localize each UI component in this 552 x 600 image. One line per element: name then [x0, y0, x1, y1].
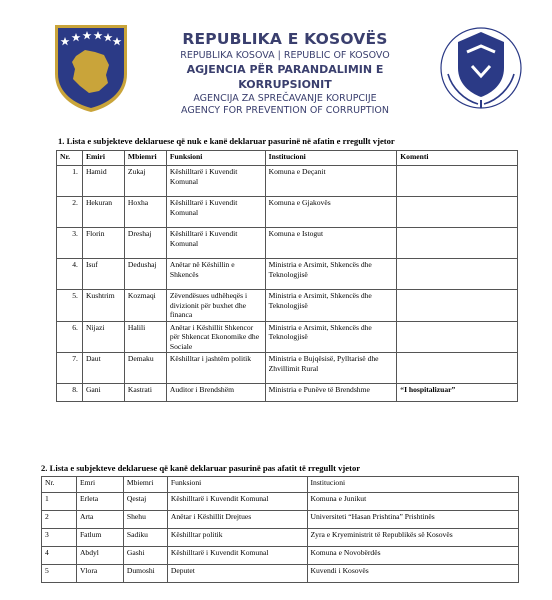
- institution: Zyra e Kryeministrit të Republikës së Kosovës: [307, 529, 518, 547]
- comment: [397, 197, 518, 228]
- institution: Ministria e Arsimit, Shkencës dhe Teknologjisë: [265, 321, 397, 353]
- function: Anëtar i Këshillit Shkencor për Shkencat Ekonomike dhe Sociale: [166, 321, 265, 353]
- function: Këshilltarë i Kuvendit Komunal: [166, 228, 265, 259]
- institution: Komuna e Istogut: [265, 228, 397, 259]
- table-row: [42, 493, 519, 511]
- table-row: [57, 197, 518, 228]
- institution: Ministria e Bujqësisë, Pylltarisë dhe Zhvillimit Rural: [265, 353, 397, 384]
- column-header: Funksioni: [166, 151, 265, 166]
- non-declarers-table: [56, 150, 518, 402]
- table-row: [57, 353, 518, 384]
- table-row: [42, 511, 519, 529]
- institution: Komuna e Deçanit: [265, 166, 397, 197]
- comment: [397, 228, 518, 259]
- row-number: 3: [42, 529, 77, 547]
- row-number: 5: [42, 565, 77, 583]
- function: Auditor i Brendshëm: [166, 384, 265, 402]
- header-line-5: AGENCY FOR PREVENTION OF CORRUPTION: [181, 105, 389, 116]
- column-header: Nr.: [57, 151, 83, 166]
- comment: [397, 353, 518, 384]
- first-name: Nijazi: [82, 321, 124, 353]
- last-name: Halili: [124, 321, 166, 353]
- institution: Ministria e Arsimit, Shkencës dhe Teknologjisë: [265, 259, 397, 290]
- last-name: Sadiku: [123, 529, 167, 547]
- row-number: 6.: [57, 321, 83, 353]
- column-header: Emri: [76, 477, 123, 493]
- row-number: 3.: [57, 228, 83, 259]
- table-row: [57, 259, 518, 290]
- first-name: Hamid: [82, 166, 124, 197]
- function: Këshilltar i jashtëm politik: [166, 353, 265, 384]
- first-name: Gani: [82, 384, 124, 402]
- table-row: [57, 166, 518, 197]
- function: Këshilltarë i Kuvendit Komunal: [167, 547, 307, 565]
- table-row: [42, 529, 519, 547]
- table-row: [42, 547, 519, 565]
- first-name: Daut: [82, 353, 124, 384]
- late-declarers-table: [41, 476, 519, 583]
- first-name: Florin: [82, 228, 124, 259]
- table-row: [42, 565, 519, 583]
- institution: Ministria e Punëve të Brendshme: [265, 384, 397, 402]
- first-name: Hekuran: [82, 197, 124, 228]
- comment: [397, 321, 518, 353]
- table-row: [57, 228, 518, 259]
- row-number: 7.: [57, 353, 83, 384]
- first-name: Isuf: [82, 259, 124, 290]
- comment: “I hospitalizuar”: [397, 384, 518, 402]
- table-header-row: [57, 151, 518, 166]
- row-number: 2: [42, 511, 77, 529]
- table-row: [57, 290, 518, 322]
- function: Anëtar në Këshillin e Shkencës: [166, 259, 265, 290]
- column-header: Komenti: [397, 151, 518, 166]
- first-name: Kushtrim: [82, 290, 124, 322]
- function: Këshilltar politik: [167, 529, 307, 547]
- last-name: Dreshaj: [124, 228, 166, 259]
- section-1-title: 1. Lista e subjekteve deklaruese që nuk e kanë deklaruar pasurinë në afatin e rregullt vjetor: [58, 136, 395, 146]
- function: Anëtar i Këshillit Drejtues: [167, 511, 307, 529]
- function: Deputet: [167, 565, 307, 583]
- last-name: Hoxha: [124, 197, 166, 228]
- column-header: Mbiemri: [123, 477, 167, 493]
- table-row: [57, 384, 518, 402]
- column-header: Nr.: [42, 477, 77, 493]
- first-name: Arta: [76, 511, 123, 529]
- function: Këshilltarë i Kuvendit Komunal: [166, 197, 265, 228]
- first-name: Fatlum: [76, 529, 123, 547]
- table-row: [57, 321, 518, 353]
- last-name: Dedushaj: [124, 259, 166, 290]
- row-number: 2.: [57, 197, 83, 228]
- row-number: 8.: [57, 384, 83, 402]
- comment: [397, 290, 518, 322]
- last-name: Gashi: [123, 547, 167, 565]
- column-header: Mbiemri: [124, 151, 166, 166]
- last-name: Demaku: [124, 353, 166, 384]
- institution: Kuvendi i Kosovës: [307, 565, 518, 583]
- institution: Komuna e Novobërdës: [307, 547, 518, 565]
- last-name: Zukaj: [124, 166, 166, 197]
- last-name: Dumoshi: [123, 565, 167, 583]
- header-line-1: REPUBLIKA E KOSOVËS: [182, 30, 388, 48]
- first-name: Erleta: [76, 493, 123, 511]
- last-name: Shehu: [123, 511, 167, 529]
- letterhead: [0, 0, 552, 130]
- last-name: Kozmaqi: [124, 290, 166, 322]
- last-name: Qestaj: [123, 493, 167, 511]
- anti-corruption-agency-logo: [436, 18, 526, 118]
- row-number: 4: [42, 547, 77, 565]
- function: Këshilltarë i Kuvendit Komunal: [166, 166, 265, 197]
- first-name: Abdyl: [76, 547, 123, 565]
- column-header: Institucioni: [307, 477, 518, 493]
- institution: Universiteti “Hasan Prishtina” Prishtinës: [307, 511, 518, 529]
- institution: Komuna e Gjakovës: [265, 197, 397, 228]
- kosovo-coat-of-arms-icon: [52, 22, 130, 114]
- comment: [397, 166, 518, 197]
- function: Zëvendësues udhëheqës i divizionit për buxhet dhe financa: [166, 290, 265, 322]
- header-line-2: REPUBLIKA KOSOVA | REPUBLIC OF KOSOVO: [180, 50, 390, 61]
- header-line-4: AGENCIJA ZA SPREČAVANJE KORUPCIJE: [193, 93, 377, 104]
- column-header: Funksioni: [167, 477, 307, 493]
- table-header-row: [42, 477, 519, 493]
- section-2-title: 2. Lista e subjekteve deklaruese që kanë deklaruar pasurinë pas afatit të rregullt vjetor: [41, 463, 361, 473]
- institution: Komuna e Junikut: [307, 493, 518, 511]
- institution: Ministria e Arsimit, Shkencës dhe Teknologjisë: [265, 290, 397, 322]
- function: Këshilltarë i Kuvendit Komunal: [167, 493, 307, 511]
- row-number: 1: [42, 493, 77, 511]
- comment: [397, 259, 518, 290]
- last-name: Kastrati: [124, 384, 166, 402]
- column-header: Institucioni: [265, 151, 397, 166]
- row-number: 1.: [57, 166, 83, 197]
- row-number: 4.: [57, 259, 83, 290]
- first-name: Vlora: [76, 565, 123, 583]
- row-number: 5.: [57, 290, 83, 322]
- header-line-3: AGJENCIA PËR PARANDALIMIN E KORRUPSIONIT: [186, 63, 384, 91]
- column-header: Emiri: [82, 151, 124, 166]
